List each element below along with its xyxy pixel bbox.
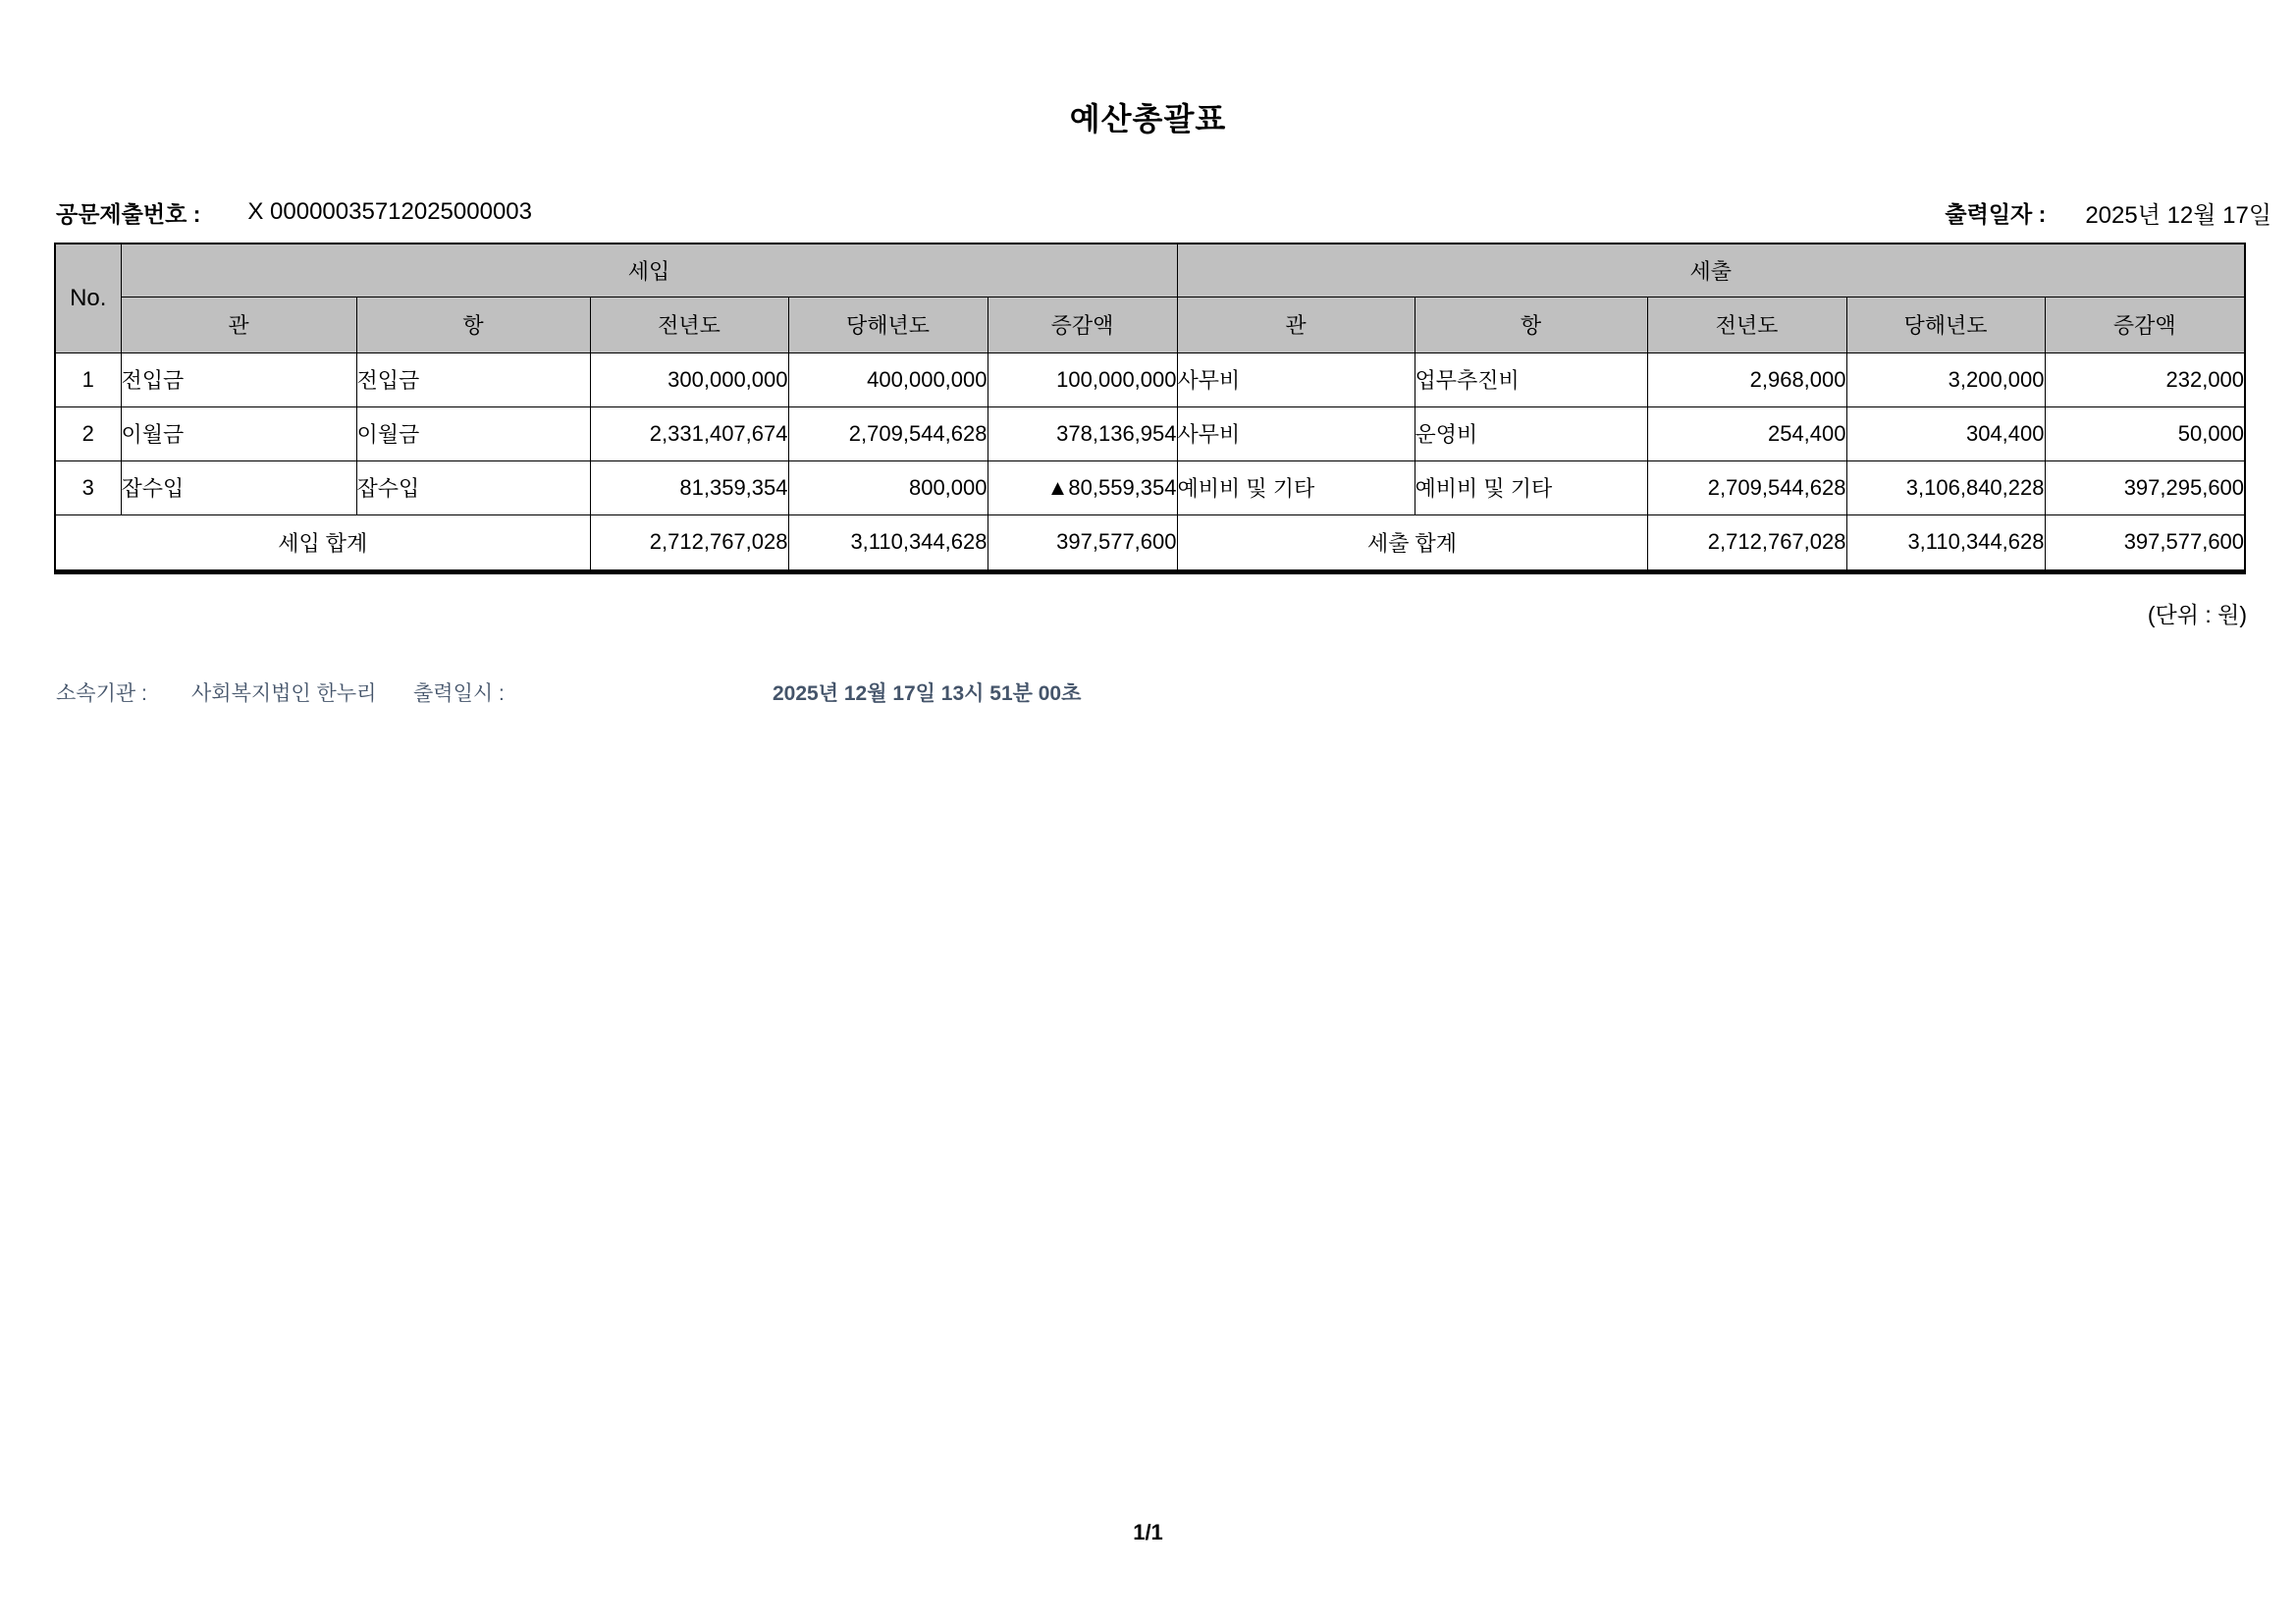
org-value: 사회복지법인 한누리 — [191, 682, 377, 705]
cell-exp-change: 50,000 — [2045, 406, 2245, 460]
header-exp-curr-year: 당해년도 — [1846, 297, 2045, 352]
cell-expense-total-curr-year: 3,110,344,628 — [1846, 514, 2045, 571]
cell-exp-curr-year: 3,200,000 — [1846, 352, 2045, 406]
cell-row-number: 3 — [55, 460, 121, 514]
cell-rev-change: ▲80,559,354 — [988, 460, 1177, 514]
cell-rev-prev-year: 300,000,000 — [590, 352, 788, 406]
header-rev-curr-year: 당해년도 — [788, 297, 988, 352]
header-expense: 세출 — [1177, 243, 2245, 297]
org-label: 소속기관 : — [56, 682, 147, 705]
header-group-row — [55, 243, 2245, 297]
header-sub-row — [55, 297, 2245, 352]
cell-expense-total-prev-year: 2,712,767,028 — [1647, 514, 1846, 571]
print-time-value: 2025년 12월 17일 13시 51분 00초 — [773, 682, 1082, 705]
table-row — [55, 406, 2245, 460]
cell-rev-change: 100,000,000 — [988, 352, 1177, 406]
cell-exp-hang: 예비비 및 기타 — [1415, 460, 1647, 514]
page-number: 1/1 — [1133, 1520, 1163, 1544]
cell-rev-change: 378,136,954 — [988, 406, 1177, 460]
document-meta-row — [56, 194, 2271, 230]
header-no: No. — [55, 243, 121, 352]
table-row — [55, 460, 2245, 514]
cell-expense-total-label: 세출 합계 — [1177, 514, 1647, 571]
cell-rev-hang: 잡수입 — [356, 460, 590, 514]
doc-number-group — [56, 196, 532, 229]
cell-exp-prev-year: 2,709,544,628 — [1647, 460, 1846, 514]
cell-rev-gwan: 전입금 — [121, 352, 356, 406]
footer-info-line — [56, 677, 1234, 707]
header-rev-gwan: 관 — [121, 297, 356, 352]
cell-row-number: 1 — [55, 352, 121, 406]
print-date-label: 출력일자 : — [1945, 200, 2047, 227]
cell-rev-prev-year: 81,359,354 — [590, 460, 788, 514]
header-exp-change: 증감액 — [2045, 297, 2245, 352]
cell-exp-prev-year: 254,400 — [1647, 406, 1846, 460]
cell-rev-curr-year: 800,000 — [788, 460, 988, 514]
cell-rev-gwan: 이월금 — [121, 406, 356, 460]
cell-rev-curr-year: 400,000,000 — [788, 352, 988, 406]
cell-revenue-total-change: 397,577,600 — [988, 514, 1177, 571]
cell-revenue-total-prev-year: 2,712,767,028 — [590, 514, 788, 571]
header-rev-hang: 항 — [356, 297, 590, 352]
header-revenue: 세입 — [121, 243, 1177, 297]
cell-exp-gwan: 예비비 및 기타 — [1177, 460, 1415, 514]
cell-row-number: 2 — [55, 406, 121, 460]
cell-rev-hang: 이월금 — [356, 406, 590, 460]
cell-rev-gwan: 잡수입 — [121, 460, 356, 514]
cell-rev-curr-year: 2,709,544,628 — [788, 406, 988, 460]
cell-exp-gwan: 사무비 — [1177, 352, 1415, 406]
cell-revenue-total-curr-year: 3,110,344,628 — [788, 514, 988, 571]
header-rev-change: 증감액 — [988, 297, 1177, 352]
cell-expense-total-change: 397,577,600 — [2045, 514, 2245, 571]
header-exp-hang: 항 — [1415, 297, 1647, 352]
page-title: 예산총괄표 — [1069, 101, 1227, 136]
cell-exp-hang: 업무추진비 — [1415, 352, 1647, 406]
cell-exp-curr-year: 3,106,840,228 — [1846, 460, 2045, 514]
cell-exp-prev-year: 2,968,000 — [1647, 352, 1846, 406]
budget-summary-table — [54, 243, 2246, 574]
cell-exp-gwan: 사무비 — [1177, 406, 1415, 460]
doc-number-label: 공문제출번호 : — [56, 200, 201, 227]
cell-exp-curr-year: 304,400 — [1846, 406, 2045, 460]
cell-exp-hang: 운영비 — [1415, 406, 1647, 460]
header-exp-prev-year: 전년도 — [1647, 297, 1846, 352]
cell-exp-change: 232,000 — [2045, 352, 2245, 406]
cell-exp-change: 397,295,600 — [2045, 460, 2245, 514]
print-time-label: 출력일시 : — [413, 682, 505, 705]
header-rev-prev-year: 전년도 — [590, 297, 788, 352]
cell-revenue-total-label: 세입 합계 — [55, 514, 590, 571]
header-exp-gwan: 관 — [1177, 297, 1415, 352]
cell-rev-prev-year: 2,331,407,674 — [590, 406, 788, 460]
print-date-value: 2025년 12월 17일 — [2085, 201, 2271, 229]
totals-row — [55, 514, 2245, 571]
print-date-group — [1945, 195, 2271, 230]
unit-note: (단위 : 원) — [2147, 602, 2247, 627]
doc-number-value: X 00000035712025000003 — [247, 198, 532, 225]
cell-rev-hang: 전입금 — [356, 352, 590, 406]
table-row — [55, 352, 2245, 406]
